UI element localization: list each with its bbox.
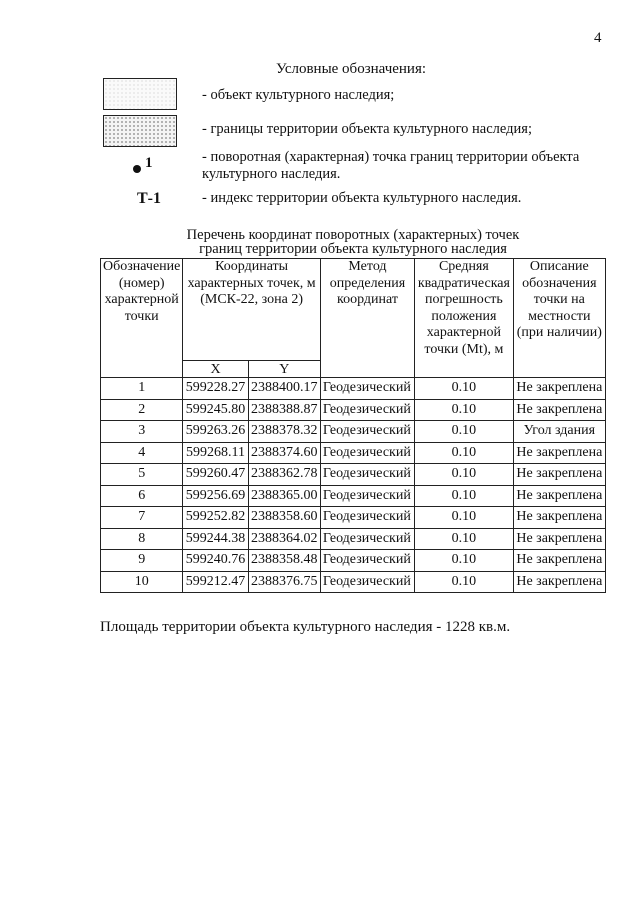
cell-method: Геодезический (320, 442, 414, 464)
table-row (101, 507, 606, 529)
page-number: 4 (594, 30, 602, 46)
cell-description: Не закреплена (513, 464, 605, 486)
cell-method: Геодезический (320, 550, 414, 572)
cell-x: 599244.38 (183, 528, 248, 550)
cell-point-number: 8 (101, 528, 183, 550)
cell-point-number: 2 (101, 399, 183, 421)
cell-y: 2388358.60 (248, 507, 320, 529)
cell-point-number: 5 (101, 464, 183, 486)
cell-error: 0.10 (415, 464, 514, 486)
cell-error: 0.10 (415, 571, 514, 593)
cell-point-number: 3 (101, 421, 183, 443)
legend-title: Условные обозначения: (276, 61, 427, 77)
cell-error: 0.10 (415, 378, 514, 400)
cell-y: 2388400.17 (248, 378, 320, 400)
table-row (101, 464, 606, 486)
cell-x: 599212.47 (183, 571, 248, 593)
legend-item-territory-boundary: - границы территории объекта культурного наследия; (202, 121, 532, 137)
cell-error: 0.10 (415, 485, 514, 507)
cell-method: Геодезический (320, 399, 414, 421)
cell-x: 599228.27 (183, 378, 248, 400)
cell-x: 599240.76 (183, 550, 248, 572)
cell-y: 2388376.75 (248, 571, 320, 593)
cell-method: Геодезический (320, 507, 414, 529)
cell-description: Не закреплена (513, 571, 605, 593)
point-dot-icon (133, 165, 141, 173)
header-method: Метод определения координат (320, 259, 414, 378)
table-row (101, 485, 606, 507)
territory-boundary-swatch (103, 115, 177, 147)
cell-y: 2388364.02 (248, 528, 320, 550)
cell-y: 2388362.78 (248, 464, 320, 486)
cell-description: Не закреплена (513, 485, 605, 507)
cell-description: Не закреплена (513, 507, 605, 529)
table-row (101, 421, 606, 443)
cell-y: 2388365.00 (248, 485, 320, 507)
cell-point-number: 4 (101, 442, 183, 464)
cell-x: 599252.82 (183, 507, 248, 529)
territory-index-symbol: Т-1 (137, 190, 161, 207)
cell-y: 2388378.32 (248, 421, 320, 443)
cell-x: 599245.80 (183, 399, 248, 421)
header-x: X (183, 361, 248, 378)
table-row (101, 442, 606, 464)
cell-description: Не закреплена (513, 442, 605, 464)
table-title-line2: границ территории объекта культурного наследия (199, 241, 507, 257)
cell-y: 2388374.60 (248, 442, 320, 464)
cell-error: 0.10 (415, 528, 514, 550)
table-row (101, 571, 606, 593)
table-row (101, 550, 606, 572)
coordinates-table (100, 258, 606, 593)
cell-method: Геодезический (320, 571, 414, 593)
cell-error: 0.10 (415, 507, 514, 529)
cell-error: 0.10 (415, 550, 514, 572)
cell-y: 2388358.48 (248, 550, 320, 572)
header-error: Средняя квадратическая погрешность положения характерной точки (Mt), м (415, 259, 514, 378)
cell-error: 0.10 (415, 399, 514, 421)
cell-error: 0.10 (415, 421, 514, 443)
cell-method: Геодезический (320, 485, 414, 507)
cell-description: Не закреплена (513, 528, 605, 550)
table-row (101, 399, 606, 421)
cell-description: Не закреплена (513, 550, 605, 572)
cell-error: 0.10 (415, 442, 514, 464)
cell-description: Угол здания (513, 421, 605, 443)
cell-point-number: 6 (101, 485, 183, 507)
heritage-object-swatch (103, 78, 177, 110)
cell-method: Геодезический (320, 464, 414, 486)
header-point-number: Обозначение (номер) характерной точки (101, 259, 183, 378)
table-title-line1: Перечень координат поворотных (характерных) точек (186, 227, 520, 243)
cell-x: 599256.69 (183, 485, 248, 507)
cell-y: 2388388.87 (248, 399, 320, 421)
header-coordinates: Координаты характерных точек, м (МСК-22, зона 2) (183, 259, 320, 361)
header-y: Y (248, 361, 320, 378)
cell-x: 599260.47 (183, 464, 248, 486)
cell-method: Геодезический (320, 421, 414, 443)
cell-point-number: 9 (101, 550, 183, 572)
cell-x: 599268.11 (183, 442, 248, 464)
table-title (100, 228, 606, 256)
territory-area-statement: Площадь территории объекта культурного наследия - 1228 кв.м. (100, 619, 511, 635)
cell-description: Не закреплена (513, 399, 605, 421)
table-row (101, 528, 606, 550)
point-symbol-label: 1 (145, 155, 153, 171)
cell-point-number: 10 (101, 571, 183, 593)
cell-description: Не закреплена (513, 378, 605, 400)
table-row (101, 378, 606, 400)
turning-point-symbol (133, 155, 153, 173)
cell-method: Геодезический (320, 378, 414, 400)
cell-point-number: 7 (101, 507, 183, 529)
header-description: Описание обозначения точки на местности (при наличии) (513, 259, 605, 378)
cell-method: Геодезический (320, 528, 414, 550)
cell-x: 599263.26 (183, 421, 248, 443)
legend-item-territory-index: - индекс территории объекта культурного наследия. (202, 190, 522, 206)
legend-item-heritage-object: - объект культурного наследия; (202, 87, 395, 103)
cell-point-number: 1 (101, 378, 183, 400)
legend-item-turning-point: - поворотная (характерная) точка границ территории объекта культурного наследия. (202, 149, 580, 182)
